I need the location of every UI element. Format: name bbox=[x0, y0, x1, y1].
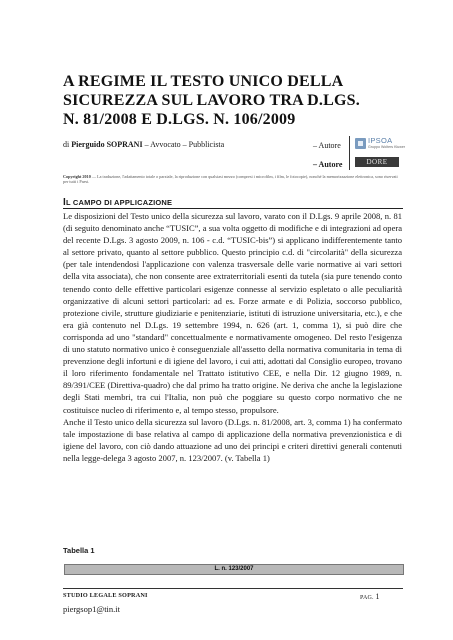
section-heading-text: L CAMPO DI APPLICAZIONE bbox=[65, 198, 173, 207]
copyright-notice bbox=[63, 174, 401, 185]
author-role: – Avvocato – Pubblicista bbox=[142, 140, 225, 149]
paragraph: Le disposizioni del Testo unico della sicurezza sul lavoro, varato con il D.Lgs. 9 aprile 2008, n. 81 (di seguito denominato anche “TUSIC”, a sua volta oggetto di modifiche e di integrazioni ad opera del recente D.Lgs. 3 agosto 2009, n. 106 - c.d. “TUSIC-bis”) si applicano indifferentemente tanto al settore privato, quanto al settore pubblico. Questo principio c.d. di "circolarità" della sicurezza (per tale intendendosi l'applicazione con valenza trasversale delle varie normative ai vari settori della vita associata), che non consente aree extraterritoriali esenti da tutela (sia pure tenendo conto tenendo conto delle effettive particolari esigenze connesse al servizio espletato o alle peculiarità organizzative di alcuni settori particolari: ad es. Forze armate e di Polizia, soccorso pubblico, protezione civile, strutture giudiziarie e penitenziarie, istituti di istruzione universitaria, etc.), e che era già contenuto nel D.Lgs. 19 settembre 1994, n. 626 (art. 1, comma 1), si può dire che corrisponda ad uno "standard" concettualmente e normativamente omogeneo. Del resto l'esigenza di uno statuto normativo unico è conseguenziale all'assetto della normativa comunitaria in tema di prevenzione degli infortuni e di igiene del lavoro, i cui atti, adottati dal Consiglio europeo, trovano il loro riferimento fondamentale nel Trattato istitutivo CEE, e nella Dir. 12 giugno 1989, n. 89/391/CEE (Direttiva-quadro) che dal primo ha tratto origine. Ne deriva che anche la legislazione degli Stati membri, tra cui l'Italia, non può che poggiare su questo corpo normativo che ne costituisce nucleo di riferimento e, al tempo stesso, propulsore. bbox=[63, 211, 402, 415]
author-name: Pierguido SOPRANI bbox=[71, 140, 143, 149]
body-text bbox=[63, 210, 402, 464]
title-line: N. 81/2008 E D.LGS. N. 106/2009 bbox=[63, 111, 296, 128]
publisher-group: Gruppo Wolters Kluwer bbox=[368, 145, 406, 149]
page-label: PAG. bbox=[360, 595, 376, 601]
publisher-name: IPSOA bbox=[368, 136, 393, 145]
section-rule bbox=[63, 208, 403, 209]
copyright-label: Copyright 2010 bbox=[63, 174, 91, 179]
page-number-value: 1 bbox=[375, 592, 380, 601]
autore-label-bold: – Autore bbox=[313, 160, 343, 169]
section-heading-initial: I bbox=[63, 197, 66, 208]
paragraph: Anche il Testo unico della sicurezza sul lavoro (D.Lgs. n. 81/2008, art. 3, comma 1) ha confermato tale impostazione di base relativa al campo di applicazione della normativa prevenzionistica e di igiene del lavoro, con ciò dando attuazione ad uno dei principi e criteri direttivi generali contenuti nella legge-delega 3 agosto 2007, n. 123/2007. (v. Tabella 1) bbox=[63, 416, 402, 463]
title-line: A REGIME IL TESTO UNICO DELLA bbox=[63, 73, 344, 90]
footer-studio: STUDIO LEGALE SOPRANI bbox=[63, 592, 148, 599]
title-line: SICUREZZA SUL LAVORO TRA D.LGS. bbox=[63, 92, 360, 109]
footer-rule bbox=[63, 588, 403, 589]
author-line bbox=[63, 140, 224, 150]
dore-logo: DORE bbox=[355, 157, 399, 167]
publisher-logo bbox=[355, 137, 405, 149]
ipsoa-logo-icon bbox=[355, 138, 366, 149]
page-number bbox=[360, 592, 380, 601]
table-header: L. n. 123/2007 bbox=[64, 564, 404, 575]
footer-email: piergsop1@tin.it bbox=[63, 604, 121, 614]
autore-label: – Autore bbox=[313, 141, 341, 150]
table-label: Tabella 1 bbox=[63, 546, 95, 555]
author-prefix: di bbox=[63, 140, 72, 149]
document-title bbox=[63, 72, 403, 129]
header-divider bbox=[349, 136, 350, 170]
copyright-text: — La traduzione, l'adattamento totale o parziale, la riproduzione con qualsiasi mezzo (compresi i microfilm, i film, le fotocopie), nonché la memorizzazione elettronica, sono riservati per tutti i Paesi. bbox=[63, 174, 398, 185]
section-heading bbox=[63, 197, 172, 208]
